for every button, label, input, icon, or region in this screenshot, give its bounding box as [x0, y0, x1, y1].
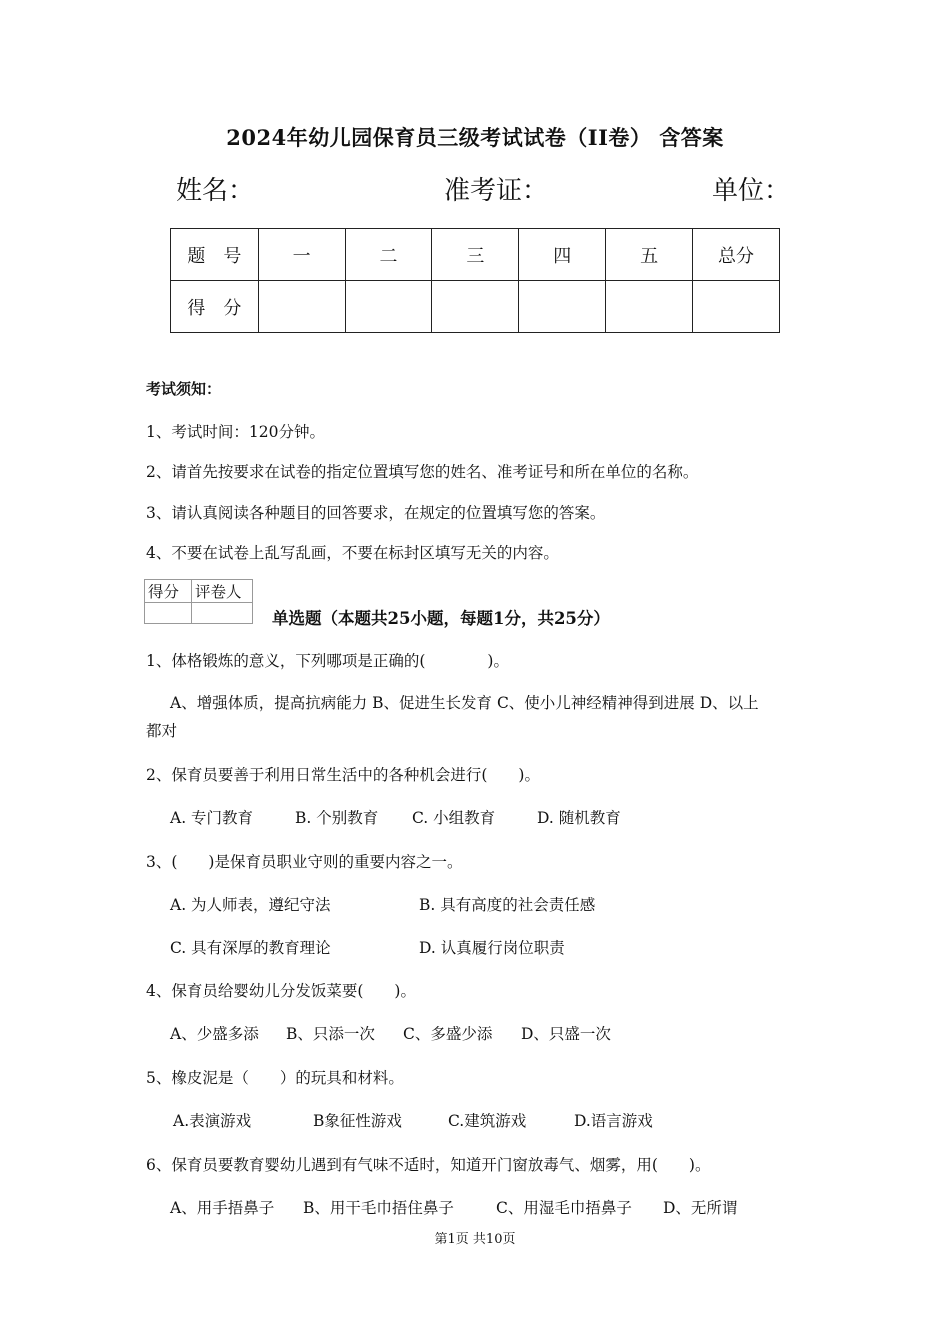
- score-table-score-row: [171, 281, 780, 333]
- grader-score-cell: [145, 603, 192, 624]
- score-table: [170, 228, 780, 333]
- score-table-cell: 三: [432, 229, 519, 281]
- score-input-cell: [693, 281, 780, 333]
- question-option: D. 随机教育: [537, 809, 621, 827]
- question-option: A. 为人师表，遵纪守法: [170, 896, 331, 914]
- question-options: A、增强体质，提高抗病能力 B、促进生长发育 C、使小儿神经精神得到进展 D、以上: [170, 694, 759, 712]
- question-option: C.建筑游戏: [448, 1112, 527, 1130]
- question-stem: 1、体格锻炼的意义，下列哪项是正确的( )。: [146, 652, 509, 670]
- question-option: C、用湿毛巾捂鼻子: [496, 1199, 632, 1217]
- score-input-cell: [519, 281, 606, 333]
- notice-item: 3、请认真阅读各种题目的回答要求，在规定的位置填写您的答案。: [146, 504, 606, 522]
- score-table-cell: 一: [258, 229, 345, 281]
- question-option: A. 专门教育: [170, 809, 254, 827]
- name-field-label: 姓名：: [176, 176, 255, 206]
- notice-heading: 考试须知：: [146, 380, 222, 398]
- question-stem: 5、橡皮泥是（ ）的玩具和材料。: [146, 1069, 404, 1087]
- score-table-cell: 五: [606, 229, 693, 281]
- question-option: D.语言游戏: [574, 1112, 653, 1130]
- grader-name-label: 评卷人: [192, 580, 253, 603]
- notice-item: 4、不要在试卷上乱写乱画，不要在标封区填写无关的内容。: [146, 544, 559, 562]
- question-option: C. 具有深厚的教育理论: [170, 939, 331, 957]
- score-input-cell: [606, 281, 693, 333]
- question-option: B、用干毛巾捂住鼻子: [303, 1199, 454, 1217]
- question-option: B、只添一次: [286, 1025, 375, 1043]
- question-stem: 3、( )是保育员职业守则的重要内容之一。: [146, 853, 463, 871]
- grader-box: [144, 579, 253, 624]
- question-stem: 6、保育员要教育婴幼儿遇到有气味不适时，知道开门窗放毒气、烟雾，用( )。: [146, 1156, 711, 1174]
- question-option: D、无所谓: [663, 1199, 738, 1217]
- score-table-cell: 四: [519, 229, 606, 281]
- score-input-cell: [432, 281, 519, 333]
- question-option: D、只盛一次: [521, 1025, 611, 1043]
- notice-item: 2、请首先按要求在试卷的指定位置填写您的姓名、准考证号和所在单位的名称。: [146, 463, 699, 481]
- question-option: A.表演游戏: [173, 1112, 252, 1130]
- notice-item: 1、考试时间：120分钟。: [146, 423, 325, 441]
- score-table-cell: 二: [345, 229, 432, 281]
- score-input-cell: [258, 281, 345, 333]
- question-option: B象征性游戏: [313, 1112, 402, 1130]
- grader-name-cell: [192, 603, 253, 624]
- page-footer: 第1页 共10页: [434, 1232, 516, 1247]
- unit-field-label: 单位：: [712, 176, 791, 206]
- question-option: A、少盛多添: [170, 1025, 259, 1043]
- question-option: B. 个别教育: [295, 809, 379, 827]
- section-title: 单选题（本题共25小题，每题1分，共25分）: [272, 609, 610, 628]
- exam-id-field-label: 准考证：: [444, 176, 549, 206]
- question-option: C、多盛少添: [403, 1025, 493, 1043]
- grader-score-label: 得分: [145, 580, 192, 603]
- question-stem: 4、保育员给婴幼儿分发饭菜要( )。: [146, 982, 416, 1000]
- question-stem: 2、保育员要善于利用日常生活中的各种机会进行( )。: [146, 766, 540, 784]
- question-options: 都对: [146, 722, 178, 740]
- question-option: D. 认真履行岗位职责: [419, 939, 565, 957]
- score-table-cell: 题 号: [171, 229, 259, 281]
- page-title: 2024年幼儿园保育员三级考试试卷（II卷） 含答案: [226, 125, 724, 150]
- score-table-cell: 总分: [693, 229, 780, 281]
- score-table-header-row: [171, 229, 780, 281]
- score-input-cell: [345, 281, 432, 333]
- score-row-label: 得 分: [171, 281, 259, 333]
- question-option: C. 小组教育: [412, 809, 496, 827]
- question-option: B. 具有高度的社会责任感: [419, 896, 596, 914]
- question-option: A、用手捂鼻子: [170, 1199, 275, 1217]
